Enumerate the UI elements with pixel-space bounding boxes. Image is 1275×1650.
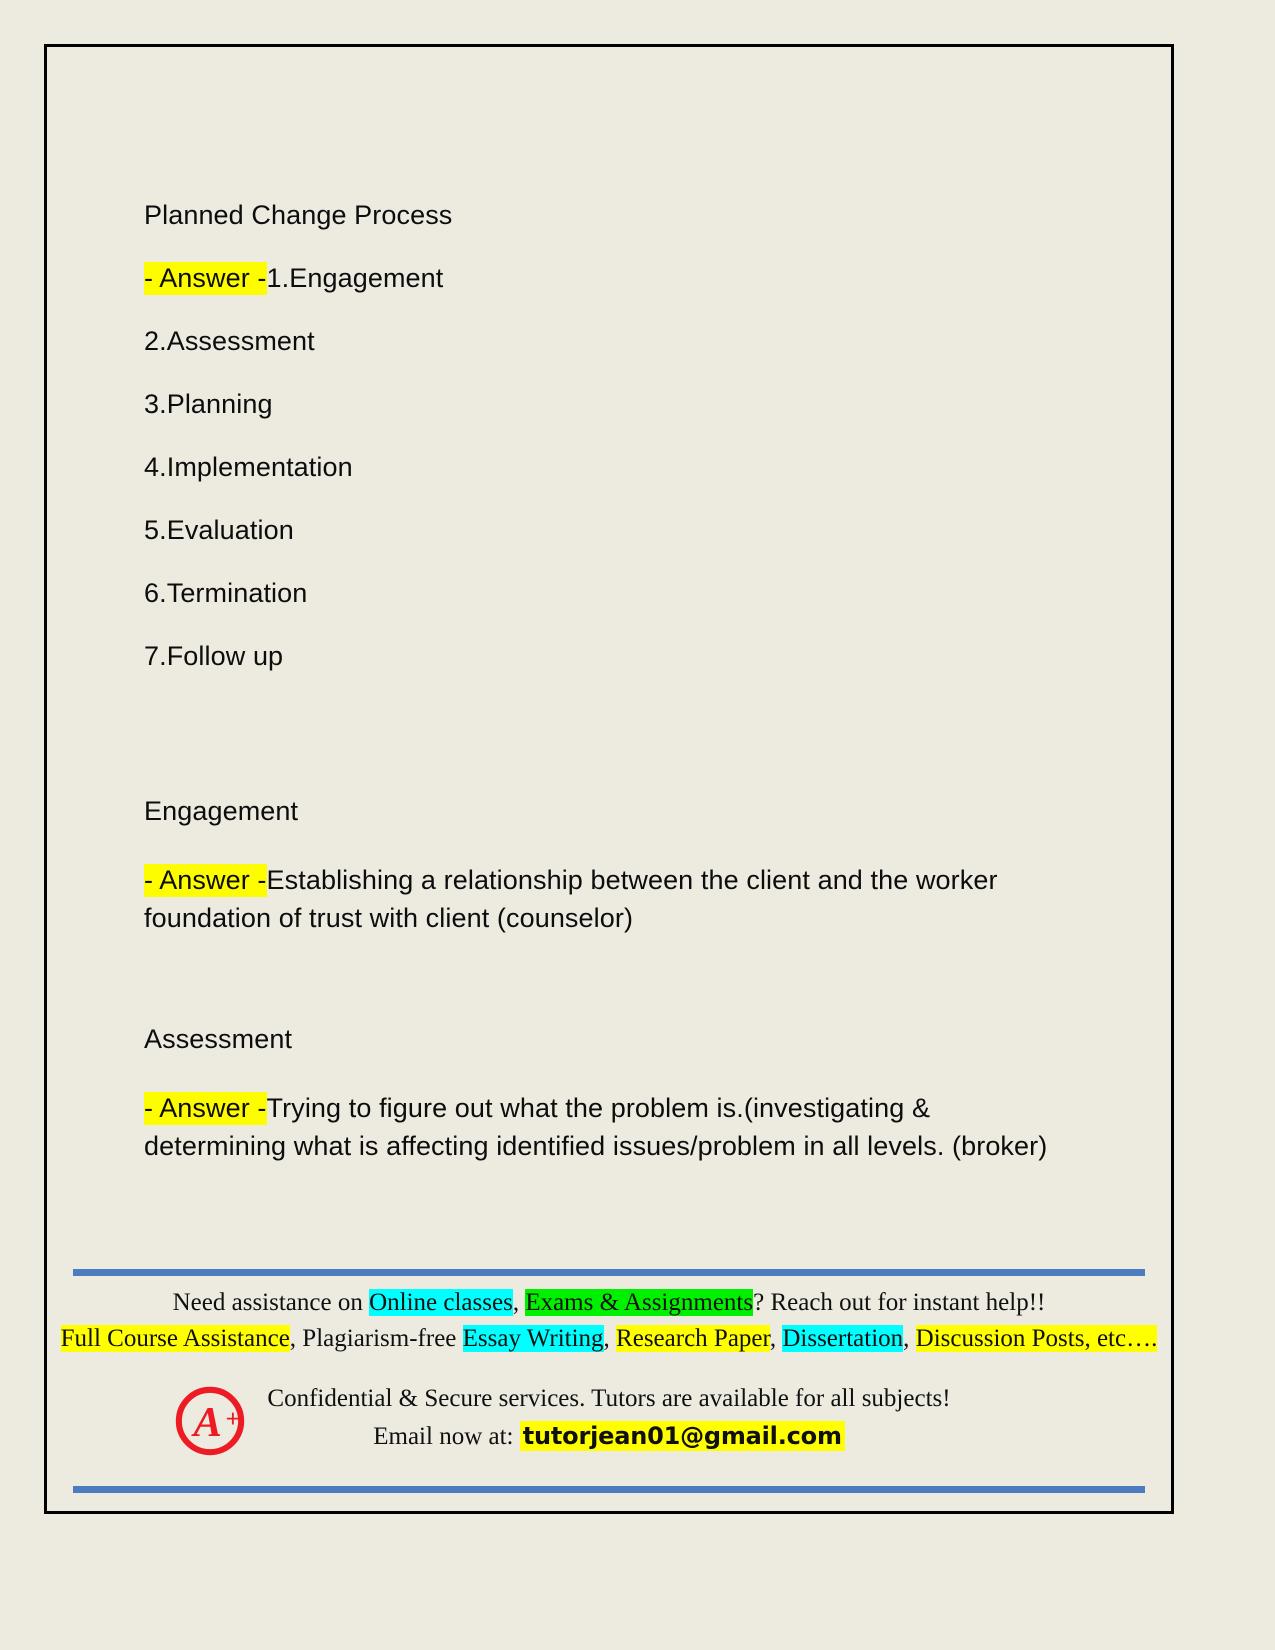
assessment-answer: [144, 1089, 1074, 1166]
promo-text: ,: [769, 1324, 783, 1352]
service-exams-assignments: Exams & Assignments: [525, 1289, 754, 1316]
divider-top: [73, 1269, 1145, 1276]
list-item-2: 2.Assessment: [144, 326, 315, 356]
promo-bottom-block: [47, 1377, 1171, 1477]
list-item-7: 7.Follow up: [144, 641, 284, 671]
promo-email-row: [47, 1419, 1171, 1455]
list-item-1: [144, 265, 1074, 292]
list-item-3: 3.Planning: [144, 389, 273, 419]
promo-text: ? Reach out for instant help!!: [753, 1289, 1046, 1316]
service-dissertation: Dissertation: [782, 1324, 904, 1352]
service-discussion-posts: Discussion Posts, etc….: [915, 1324, 1158, 1352]
engagement-answer: [144, 861, 1074, 938]
service-research-paper: Research Paper: [616, 1324, 770, 1352]
section-spacer: [144, 938, 1074, 1026]
assessment-answer-text: Trying to figure out what the problem is.(investigating & determining what is affecting identified issues/problem in all levels. (broker): [144, 1092, 1048, 1161]
promo-text: ,: [603, 1324, 617, 1352]
section-spacer: [144, 706, 1074, 798]
svg-text:+: +: [225, 1404, 241, 1434]
service-essay-writing: Essay Writing: [462, 1324, 604, 1352]
divider-bottom: [73, 1486, 1145, 1493]
promo-footer: [47, 1269, 1171, 1511]
answer-marker: - Answer -: [144, 1092, 267, 1123]
promo-line-2: [47, 1321, 1171, 1357]
promo-tagline: Confidential & Secure services. Tutors are available for all subjects!: [267, 1385, 951, 1412]
promo-text: Need assistance on: [172, 1289, 370, 1316]
answer-marker: - Answer -: [144, 263, 267, 293]
document-body: [144, 202, 1074, 1165]
service-online-classes: Online classes: [369, 1289, 513, 1316]
list-item-6: 6.Termination: [144, 578, 308, 608]
promo-text: , Plagiarism-free: [289, 1324, 463, 1352]
document-page: [44, 44, 1174, 1514]
promo-text: ,: [903, 1324, 916, 1352]
email-label: Email now at:: [373, 1423, 514, 1451]
list-item-5: 5.Evaluation: [144, 515, 294, 545]
promo-text: ,: [512, 1289, 526, 1316]
promo-tagline-block: [47, 1381, 1171, 1456]
answer-marker: - Answer -: [144, 865, 267, 895]
svg-text:A: A: [193, 1399, 222, 1447]
promo-text-block: [47, 1285, 1171, 1356]
heading-engagement: Engagement: [144, 796, 299, 826]
heading-assessment: Assessment: [144, 1023, 293, 1054]
promo-line-1: [47, 1285, 1171, 1321]
engagement-answer-text: Establishing a relationship between the client and the worker foundation of trust with client (counselor): [144, 865, 998, 934]
email-address[interactable]: tutorjean01@gmail.com: [520, 1421, 845, 1451]
heading-planned-change-process: Planned Change Process: [144, 200, 453, 230]
list-item-1-text: 1.Engagement: [266, 263, 444, 293]
list-item-4: 4.Implementation: [144, 452, 353, 482]
service-full-course-assistance: Full Course Assistance: [60, 1324, 290, 1352]
